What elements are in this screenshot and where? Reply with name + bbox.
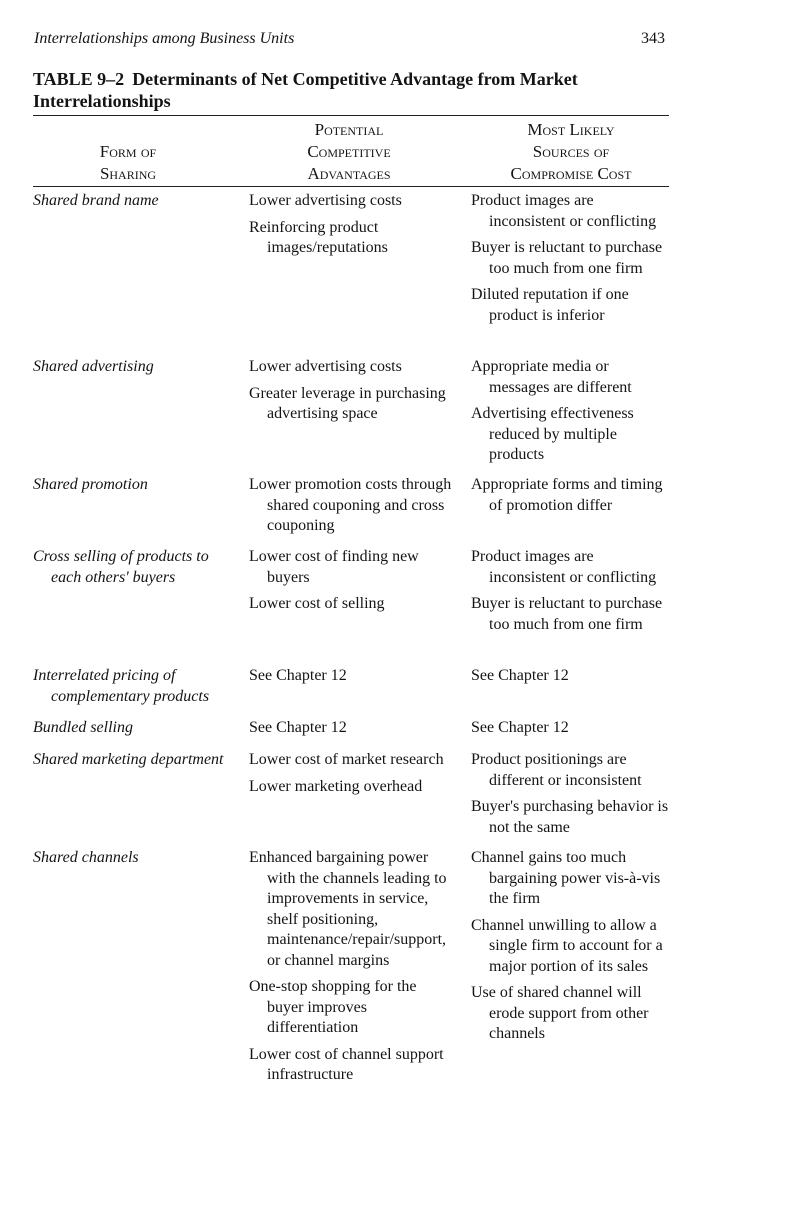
table-row-advantages: Enhanced bargaining power with the channels leading to improvements in service, shelf positioning, maintenance/repair/support, or channel margins One-stop shopping for the buyer improves differentiation Lower cost of channel support infrastructure <box>249 849 447 1083</box>
table-row-costs: Appropriate media or messages are different Advertising effectiveness reduced by multiple products <box>471 358 634 463</box>
table-row-costs: See Chapter 12 <box>471 719 569 736</box>
table-row-advantages: Lower cost of finding new buyers Lower cost of selling <box>249 548 419 612</box>
column-header-costs: Most Likely Sources of Compromise Cost <box>510 120 632 183</box>
top-rule <box>33 115 669 116</box>
table-row-advantages: See Chapter 12 <box>249 667 347 684</box>
table-row-advantages: Lower advertising costs Greater leverage in purchasing advertising space <box>249 358 446 422</box>
column-header-form: Form of Sharing <box>99 142 157 183</box>
running-head: Interrelationships among Business Units <box>34 30 295 47</box>
table-row-costs: Channel gains too much bargaining power vis-à-vis the firm Channel unwilling to allow a single firm to account for a major portion of its sales Use of shared channel will erode support from other channels <box>471 849 663 1042</box>
table-row-form: Bundled selling <box>33 719 133 736</box>
header-rule <box>33 186 669 187</box>
table-row-form: Interrelated pricing of complementary products <box>33 667 210 705</box>
table-row-form: Cross selling of products to each others' buyers <box>33 548 209 586</box>
table-row-form: Shared promotion <box>33 476 148 493</box>
table-row-form: Shared brand name <box>33 192 159 209</box>
page-number: 343 <box>641 30 665 47</box>
column-header-advantages: Potential Competitive Advantages <box>307 120 391 183</box>
table-row-costs: Product images are inconsistent or conflicting Buyer is reluctant to purchase too much from one firm <box>471 548 663 633</box>
table-row-form: Shared channels <box>33 849 139 866</box>
table-row-advantages: Lower cost of market research Lower marketing overhead <box>249 751 444 795</box>
table-row-costs: See Chapter 12 <box>471 667 569 684</box>
table-row-advantages: Lower promotion costs through shared couponing and cross couponing <box>249 476 452 534</box>
table-row-form: Shared marketing department <box>33 751 224 768</box>
table-number: TABLE 9–2 <box>33 69 125 89</box>
table-row-costs: Product positionings are different or inconsistent Buyer's purchasing behavior is not the same <box>471 751 669 836</box>
table-caption: Determinants of Net Competitive Advantage from Market Interrelationships <box>33 69 578 111</box>
table-row-form: Shared advertising <box>33 358 154 375</box>
table-row-advantages: Lower advertising costs Reinforcing product images/reputations <box>249 192 402 256</box>
table-row-costs: Appropriate forms and timing of promotion differ <box>471 476 663 514</box>
table-row-advantages: See Chapter 12 <box>249 719 347 736</box>
table-title <box>33 68 673 112</box>
table-row-costs: Product images are inconsistent or conflicting Buyer is reluctant to purchase too much from one firm Diluted reputation if one product is inferior <box>471 192 663 324</box>
